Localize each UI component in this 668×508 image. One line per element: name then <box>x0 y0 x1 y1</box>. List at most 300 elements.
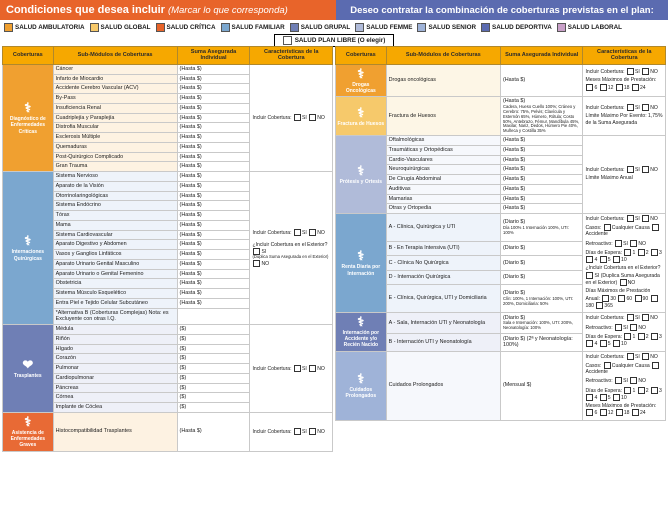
submodule-name: Médula <box>53 325 177 335</box>
submodule-name: Otras y Ortopedia <box>386 204 500 214</box>
sum-value: (Diario $) <box>502 259 526 266</box>
submodule-name: Gran Trauma <box>53 162 177 172</box>
sum-insured-cell[interactable] <box>177 240 250 250</box>
checkbox[interactable] <box>615 240 622 247</box>
checkbox[interactable] <box>627 104 634 111</box>
submodule-name: A - Clínica, Quirúrgica y UTI <box>386 214 500 242</box>
legend-item-3[interactable] <box>221 23 285 32</box>
sum-insured-cell[interactable] <box>177 230 250 240</box>
category-label: Cuidados Prolongados <box>345 386 377 400</box>
checkbox-label: Cualquier Causa <box>611 362 650 369</box>
checkbox[interactable] <box>616 409 623 416</box>
checkbox[interactable] <box>630 324 637 331</box>
submodule-name: Quemaduras <box>53 142 177 152</box>
sum-insured-cell[interactable] <box>177 152 250 162</box>
legend-swatch <box>557 23 566 32</box>
category-label: Asistencia de Enfermedades Graves <box>10 429 46 449</box>
sum-insured-cell[interactable] <box>177 191 250 201</box>
sum-insured-cell[interactable] <box>500 256 583 270</box>
checkbox[interactable] <box>624 333 631 340</box>
checkbox[interactable] <box>600 340 607 347</box>
category-label: Diagnóstico de Enfermedades Críticas <box>9 116 46 135</box>
coverage-characteristics-cell[interactable] <box>583 64 666 97</box>
feature-line-4[interactable]: ¿Incluir Cobertura en el Exterior? SI (Duplica Suma Asegurada en el Exterior) NO <box>585 265 661 286</box>
checkbox[interactable] <box>586 394 593 401</box>
legend-free-plan <box>0 34 668 46</box>
legend-label: SALUD DEPORTIVA <box>492 24 552 31</box>
sum-value: (Hasta $) <box>502 205 526 212</box>
free-plan-box[interactable] <box>274 34 395 47</box>
checkbox[interactable] <box>596 302 603 309</box>
checkbox[interactable] <box>627 314 634 321</box>
feature-line-1[interactable]: Casos: Cualquier Causa Accidente <box>585 224 663 238</box>
left-table-col <box>2 46 333 452</box>
checkbox-label: NO <box>650 69 658 76</box>
checkbox-label: 18 <box>623 84 630 91</box>
right-table-col <box>335 46 666 452</box>
col-header-2: Suma Asegurada Individual <box>500 47 583 65</box>
sum-insured-cell[interactable] <box>500 155 583 165</box>
sum-value: (Hasta $) <box>179 231 202 238</box>
table-row <box>336 64 666 97</box>
checkbox-label: NO <box>638 378 646 385</box>
checkbox-label: Accidente <box>585 231 608 238</box>
checkbox[interactable] <box>642 353 649 360</box>
include-coverage-line[interactable]: Incluir Cobertura: SI NO <box>252 428 325 435</box>
sum-value: (Hasta $) <box>179 212 202 219</box>
feature-line-3[interactable]: Días de Espera: 1 2 3 4 5 10 <box>585 387 662 401</box>
sum-value: (Hasta $) <box>179 251 202 258</box>
checkbox[interactable] <box>604 362 611 369</box>
legend-swatch <box>481 23 490 32</box>
coverage-characteristics-cell[interactable] <box>583 214 666 313</box>
coverage-characteristics-cell[interactable] <box>583 351 666 420</box>
sum-insured-cell[interactable] <box>177 64 250 74</box>
legend-item-1[interactable] <box>90 23 151 32</box>
checkbox[interactable] <box>630 377 637 384</box>
sum-insured-cell[interactable] <box>177 403 250 413</box>
legend-item-5[interactable] <box>355 23 412 32</box>
checkbox-label: SI <box>261 249 267 256</box>
feature-line-2[interactable]: Días de Espera: 1 2 3 4 5 10 <box>585 333 662 347</box>
submodule-name: Oftalmológicas <box>386 136 500 146</box>
legend-label: SALUD FEMME <box>366 24 413 31</box>
sum-value: (Hasta $) <box>179 124 202 131</box>
checkbox[interactable] <box>294 114 301 121</box>
submodule-name: *Alternativa B (Coberturas Complejas) Nota: es Excluyente con otras I.Q. <box>53 308 177 325</box>
sum-value: (Hasta $) <box>179 290 202 297</box>
checkbox[interactable] <box>627 215 634 222</box>
table-row <box>336 136 666 146</box>
sum-insured-cell[interactable] <box>177 211 250 221</box>
include-coverage-line[interactable]: Incluir Cobertura: SI NO <box>252 229 325 236</box>
checkbox[interactable] <box>635 295 642 302</box>
checkbox[interactable] <box>586 409 593 416</box>
checkbox-label: 5 <box>607 340 611 347</box>
sum-insured-cell[interactable] <box>177 84 250 94</box>
category-cell <box>336 136 387 214</box>
checkbox[interactable] <box>627 68 634 75</box>
medical-icon: ⚕ <box>357 104 365 120</box>
sum-value: ($) <box>179 384 187 391</box>
sum-insured-cell[interactable] <box>177 103 250 113</box>
sum-value: (Hasta $) <box>179 221 202 228</box>
checkbox[interactable] <box>600 256 607 263</box>
checkbox[interactable] <box>624 387 631 394</box>
sum-value: (Mensual $) <box>502 382 532 389</box>
submodule-name: Cardio-Vasculares <box>386 155 500 165</box>
checkbox[interactable] <box>651 387 658 394</box>
checkbox[interactable] <box>602 295 609 302</box>
sum-insured-cell[interactable] <box>500 136 583 146</box>
include-coverage-line[interactable]: Incluir Cobertura: SI NO <box>252 115 325 122</box>
checkbox[interactable] <box>627 166 634 173</box>
checkbox[interactable] <box>642 104 649 111</box>
sum-value: (Hasta $) <box>179 173 202 180</box>
legend-swatch <box>156 23 165 32</box>
sum-insured-cell[interactable] <box>177 220 250 230</box>
medical-icon: ❤ <box>22 356 34 372</box>
sum-insured-cell[interactable] <box>177 259 250 269</box>
sum-insured-cell[interactable] <box>500 204 583 214</box>
checkbox[interactable] <box>638 333 645 340</box>
legend-label: SALUD CRÍTICA <box>166 24 216 31</box>
submodule-name: Drogas oncológicas <box>386 64 500 97</box>
feature-line-0[interactable]: Incluir Cobertura: SI NO <box>585 166 658 173</box>
coverage-characteristics-cell[interactable] <box>583 136 666 214</box>
submodule-name: Esclerosis Múltiple <box>53 133 177 143</box>
coverage-characteristics-cell[interactable] <box>583 312 666 351</box>
checkbox-label: 5 <box>607 394 611 401</box>
sum-insured-cell[interactable] <box>500 351 583 420</box>
include-coverage-line[interactable]: Incluir Cobertura: SI NO <box>252 365 325 372</box>
sum-value: (Hasta $) <box>179 163 202 170</box>
sum-detail: Día 100% 1 Internación 100%, UTI: 100% <box>502 225 569 236</box>
checkbox[interactable] <box>294 229 301 236</box>
legend-item-4[interactable] <box>290 23 351 32</box>
sum-insured-cell[interactable] <box>177 123 250 133</box>
checkbox-label: SI <box>623 240 628 247</box>
sum-insured-cell[interactable] <box>177 344 250 354</box>
feature-line-4[interactable]: Meses Máximos de Prestación: 6 12 18 24 <box>585 403 657 417</box>
checkbox-label: 2 <box>645 333 649 340</box>
checkbox[interactable] <box>616 84 623 91</box>
category-label: Fractura de Huesos <box>337 120 385 127</box>
sum-insured-cell[interactable] <box>500 145 583 155</box>
checkbox[interactable] <box>586 340 593 347</box>
sum-insured-cell[interactable] <box>500 175 583 185</box>
feature-line-0[interactable]: Incluir Cobertura: SI NO <box>585 215 658 222</box>
checkbox[interactable] <box>600 409 607 416</box>
sum-value: (Hasta $) <box>502 77 526 84</box>
table-row <box>3 64 333 74</box>
feature-line-2[interactable]: Retroactivo: SI NO <box>585 378 646 385</box>
sum-value: (Hasta $) <box>179 202 202 209</box>
sum-value: (Hasta $) <box>179 75 202 82</box>
checkbox[interactable] <box>309 428 316 435</box>
checkbox-label: SI <box>623 378 628 385</box>
checkbox[interactable] <box>642 68 649 75</box>
feature-line-1[interactable]: Límite Máximo Por Evento: 1,75% de la Suma Asegurada <box>585 113 663 126</box>
submodule-name: Post-Quirúrgico Complicado <box>53 152 177 162</box>
table-row <box>336 97 666 136</box>
legend-item-8[interactable] <box>557 23 622 32</box>
table-row <box>336 214 666 242</box>
checkbox[interactable] <box>624 249 631 256</box>
coverage-characteristics-cell[interactable] <box>250 64 333 171</box>
checkbox-label: 365 <box>604 302 613 309</box>
submodule-name: Cuidados Prolongados <box>386 351 500 420</box>
coverage-characteristics-cell[interactable] <box>250 325 333 413</box>
table-row <box>3 412 333 451</box>
exterior-note: (Duplica Suma Asegurada en el Exterior) <box>252 254 329 260</box>
checkbox[interactable] <box>586 272 593 279</box>
checkbox[interactable] <box>604 224 611 231</box>
sum-insured-cell[interactable] <box>177 308 250 325</box>
checkbox[interactable] <box>642 215 649 222</box>
free-plan-label: SALUD PLAN LIBRE (O elegir) <box>294 36 386 44</box>
sum-insured-cell[interactable] <box>177 334 250 344</box>
sum-insured-cell[interactable] <box>177 201 250 211</box>
right-table-header <box>336 47 666 65</box>
sum-value: (Hasta $) <box>179 280 202 287</box>
sum-insured-cell[interactable] <box>500 242 583 256</box>
sum-insured-cell[interactable] <box>177 298 250 308</box>
submodule-name: Aparato Urinario o Genital Femenino <box>53 269 177 279</box>
feature-line-3[interactable]: Días de Espera: 1 2 3 4 5 10 <box>585 249 662 264</box>
sum-insured-cell[interactable] <box>177 94 250 104</box>
sum-insured-cell[interactable] <box>500 214 583 242</box>
sum-insured-cell[interactable] <box>500 284 583 312</box>
submodule-name: Aparato Urinario Genital Masculino <box>53 259 177 269</box>
checkbox-label: Accidente <box>585 369 608 376</box>
sum-insured-cell[interactable] <box>500 184 583 194</box>
sum-insured-cell[interactable] <box>500 194 583 204</box>
coverage-characteristics-cell[interactable] <box>250 172 333 325</box>
submodule-name: Implante de Cóclea <box>53 403 177 413</box>
category-cell <box>336 312 387 351</box>
submodule-name: Pulmonar <box>53 364 177 374</box>
checkbox-label: 30 <box>610 295 617 302</box>
checkbox[interactable] <box>620 279 627 286</box>
checkbox[interactable] <box>642 166 649 173</box>
category-cell <box>336 64 387 97</box>
feature-line-1[interactable]: Retroactivo: SI NO <box>585 324 646 331</box>
checkbox[interactable] <box>618 295 625 302</box>
category-cell <box>3 172 54 325</box>
submodule-name: Tórax <box>53 211 177 221</box>
sum-insured-cell[interactable] <box>177 113 250 123</box>
sum-insured-cell[interactable] <box>500 64 583 97</box>
sum-value: (Hasta $) <box>179 104 202 111</box>
checkbox[interactable] <box>309 365 316 372</box>
submodule-name: Cardiopulmonar <box>53 373 177 383</box>
checkbox[interactable] <box>600 394 607 401</box>
sum-value: ($) <box>179 335 187 342</box>
sum-insured-cell[interactable] <box>177 373 250 383</box>
checkbox[interactable] <box>586 84 593 91</box>
sum-insured-cell[interactable] <box>177 250 250 260</box>
checkbox-label: NO <box>261 261 270 268</box>
checkbox-label: 4 <box>594 394 598 401</box>
feature-line-1[interactable]: Casos: Cualquier Causa Accidente <box>585 362 663 376</box>
feature-line-1[interactable]: Límite Máximo Anual <box>585 174 633 181</box>
checkbox-label: 60 <box>626 295 633 302</box>
checkbox[interactable] <box>651 295 658 302</box>
sum-insured-cell[interactable] <box>177 383 250 393</box>
coverage-characteristics-cell[interactable] <box>250 412 333 451</box>
checkbox[interactable] <box>627 353 634 360</box>
checkbox[interactable] <box>632 84 639 91</box>
checkbox-label: 2 <box>645 387 649 394</box>
submodule-name: Córnea <box>53 393 177 403</box>
legend-swatch <box>290 23 299 32</box>
submodule-name: Riñón <box>53 334 177 344</box>
category-label: Trasplantes <box>13 372 42 379</box>
sum-insured-cell[interactable] <box>177 412 250 451</box>
coverage-characteristics-cell[interactable] <box>583 97 666 136</box>
col-header-1: Sub-Módulos de Coberturas <box>386 47 500 65</box>
sum-insured-cell[interactable] <box>177 74 250 84</box>
checkbox[interactable] <box>642 314 649 321</box>
sum-value: (Hasta $) <box>179 114 202 121</box>
checkbox[interactable] <box>613 256 620 263</box>
feature-line-0[interactable]: Incluir Cobertura: SI NO <box>585 69 658 76</box>
checkbox-label: 24 <box>639 410 646 417</box>
checkbox-label: NO <box>317 428 325 435</box>
checkbox[interactable] <box>638 249 645 256</box>
feature-line-5[interactable]: Días Máximos de Prestación Anual: 30 60 90 180 365 <box>585 288 663 309</box>
checkbox[interactable] <box>632 409 639 416</box>
sum-insured-cell[interactable] <box>177 325 250 335</box>
sum-insured-cell[interactable] <box>500 333 583 351</box>
checkbox[interactable] <box>651 249 658 256</box>
checkbox-label: 4 <box>594 257 598 264</box>
checkbox-label: SI <box>301 115 307 122</box>
sum-value: ($) <box>179 345 187 352</box>
checkbox-label: 12 <box>607 410 614 417</box>
category-label: Internación por Accidente y/o Recién Nacido <box>342 329 380 349</box>
checkbox-label: SI <box>634 353 640 360</box>
checkbox-label: 1 <box>632 249 636 256</box>
legend-swatch <box>90 23 99 32</box>
submodule-name: Mamarias <box>386 194 500 204</box>
checkbox[interactable] <box>652 362 659 369</box>
legend-swatch <box>221 23 230 32</box>
checkbox[interactable] <box>309 229 316 236</box>
col-header-0: Coberturas <box>336 47 387 65</box>
sum-insured-cell[interactable] <box>177 354 250 364</box>
legend-swatch <box>4 23 13 32</box>
legend-item-6[interactable] <box>417 23 476 32</box>
sum-value: (Hasta $) <box>179 428 202 435</box>
exterior-no[interactable] <box>252 260 330 267</box>
sum-value: (Diario $) (2ª y Neonatología: 100%) <box>502 335 573 349</box>
medical-icon: ⚕ <box>357 248 365 264</box>
checkbox[interactable] <box>294 365 301 372</box>
feature-line-0[interactable]: Incluir Cobertura: SI NO <box>585 315 658 322</box>
checkbox-label: SI <box>634 69 640 76</box>
legend-item-7[interactable] <box>481 23 552 32</box>
submodule-name: Cáncer <box>53 64 177 74</box>
checkbox[interactable] <box>294 428 301 435</box>
feature-line-0[interactable]: Incluir Cobertura: SI NO <box>585 353 658 360</box>
checkbox[interactable] <box>638 387 645 394</box>
sum-insured-cell[interactable] <box>177 162 250 172</box>
sum-value: (Hasta $) <box>502 166 526 173</box>
submodule-name: Fractura de Huesos <box>386 97 500 136</box>
sum-insured-cell[interactable] <box>177 279 250 289</box>
medical-icon: ⚕ <box>24 233 32 249</box>
legend-label: SALUD LABORAL <box>567 24 622 31</box>
checkbox[interactable] <box>652 224 659 231</box>
submodule-name: Vasos y Ganglios Linfáticos <box>53 250 177 260</box>
sum-value: (Hasta $) <box>502 156 526 163</box>
sum-insured-cell[interactable] <box>177 181 250 191</box>
submodule-name: Traumáticas y Ortopédicas <box>386 145 500 155</box>
sum-insured-cell[interactable] <box>177 289 250 299</box>
checkbox[interactable] <box>613 394 620 401</box>
sum-insured-cell[interactable] <box>500 165 583 175</box>
checkbox[interactable] <box>586 256 593 263</box>
sum-insured-cell[interactable] <box>500 97 583 136</box>
checkbox[interactable] <box>613 340 620 347</box>
submodule-name: Aparato Digestivo y Abdomen <box>53 240 177 250</box>
sum-detail: Cadera, Hueso Cuello 100%; Cráneo y Cerebro: 75%, Pelvis; Clavícula y Esternón 65%, Húmero, Rótula; Costo 50%, Antebrazo, Fémur, Mandíbula 45%, Maxilar, Nariz, Dedos, Húmero Pie 40%, Muñeca y Costilla 35% <box>502 104 580 134</box>
col-header-3: Características de la Cobertura <box>583 47 666 65</box>
checkbox[interactable] <box>600 84 607 91</box>
medical-icon: ⚕ <box>357 313 365 329</box>
submodule-name: By-Pass <box>53 94 177 104</box>
checkbox-label: 18 <box>623 410 630 417</box>
legend-item-2[interactable] <box>156 23 216 32</box>
checkbox[interactable] <box>615 324 622 331</box>
sum-insured-cell[interactable] <box>177 269 250 279</box>
category-label: Prótesis y Ortesis <box>339 178 383 185</box>
submodule-name: Distrofia Muscular <box>53 123 177 133</box>
medical-icon: ⚕ <box>24 100 32 116</box>
checkbox-label: 10 <box>621 340 627 347</box>
feature-line-0[interactable]: Incluir Cobertura: SI NO <box>585 105 658 112</box>
submodule-name: De Cirugía Abdominal <box>386 175 500 185</box>
sum-value: (Hasta $) <box>502 185 526 192</box>
sum-insured-cell[interactable] <box>177 172 250 182</box>
checkbox[interactable] <box>309 114 316 121</box>
sum-value: (Hasta $) <box>179 299 202 306</box>
sum-insured-cell[interactable] <box>177 364 250 374</box>
sum-insured-cell[interactable] <box>500 312 583 333</box>
sum-value: ($) <box>179 374 187 381</box>
sum-insured-cell[interactable] <box>177 133 250 143</box>
sum-value: (Diario $) <box>502 219 526 226</box>
checkbox[interactable] <box>651 333 658 340</box>
top-banner <box>0 0 668 20</box>
checkbox-label: SI <box>634 166 640 173</box>
sum-insured-cell[interactable] <box>177 393 250 403</box>
checkbox[interactable] <box>630 240 637 247</box>
sum-insured-cell[interactable] <box>500 270 583 284</box>
sum-insured-cell[interactable] <box>177 142 250 152</box>
legend-item-0[interactable] <box>4 23 85 32</box>
feature-line-2[interactable]: Retroactivo: SI NO <box>585 240 646 247</box>
checkbox-label: NO <box>638 324 646 331</box>
sum-value: (Diario $) <box>502 245 526 252</box>
feature-line-1[interactable]: Meses Máximos de Prestación: 6 12 18 24 <box>585 77 657 91</box>
medical-icon: ⚕ <box>357 65 365 81</box>
checkbox[interactable] <box>253 260 260 267</box>
checkbox[interactable] <box>615 377 622 384</box>
category-cell <box>336 214 387 313</box>
